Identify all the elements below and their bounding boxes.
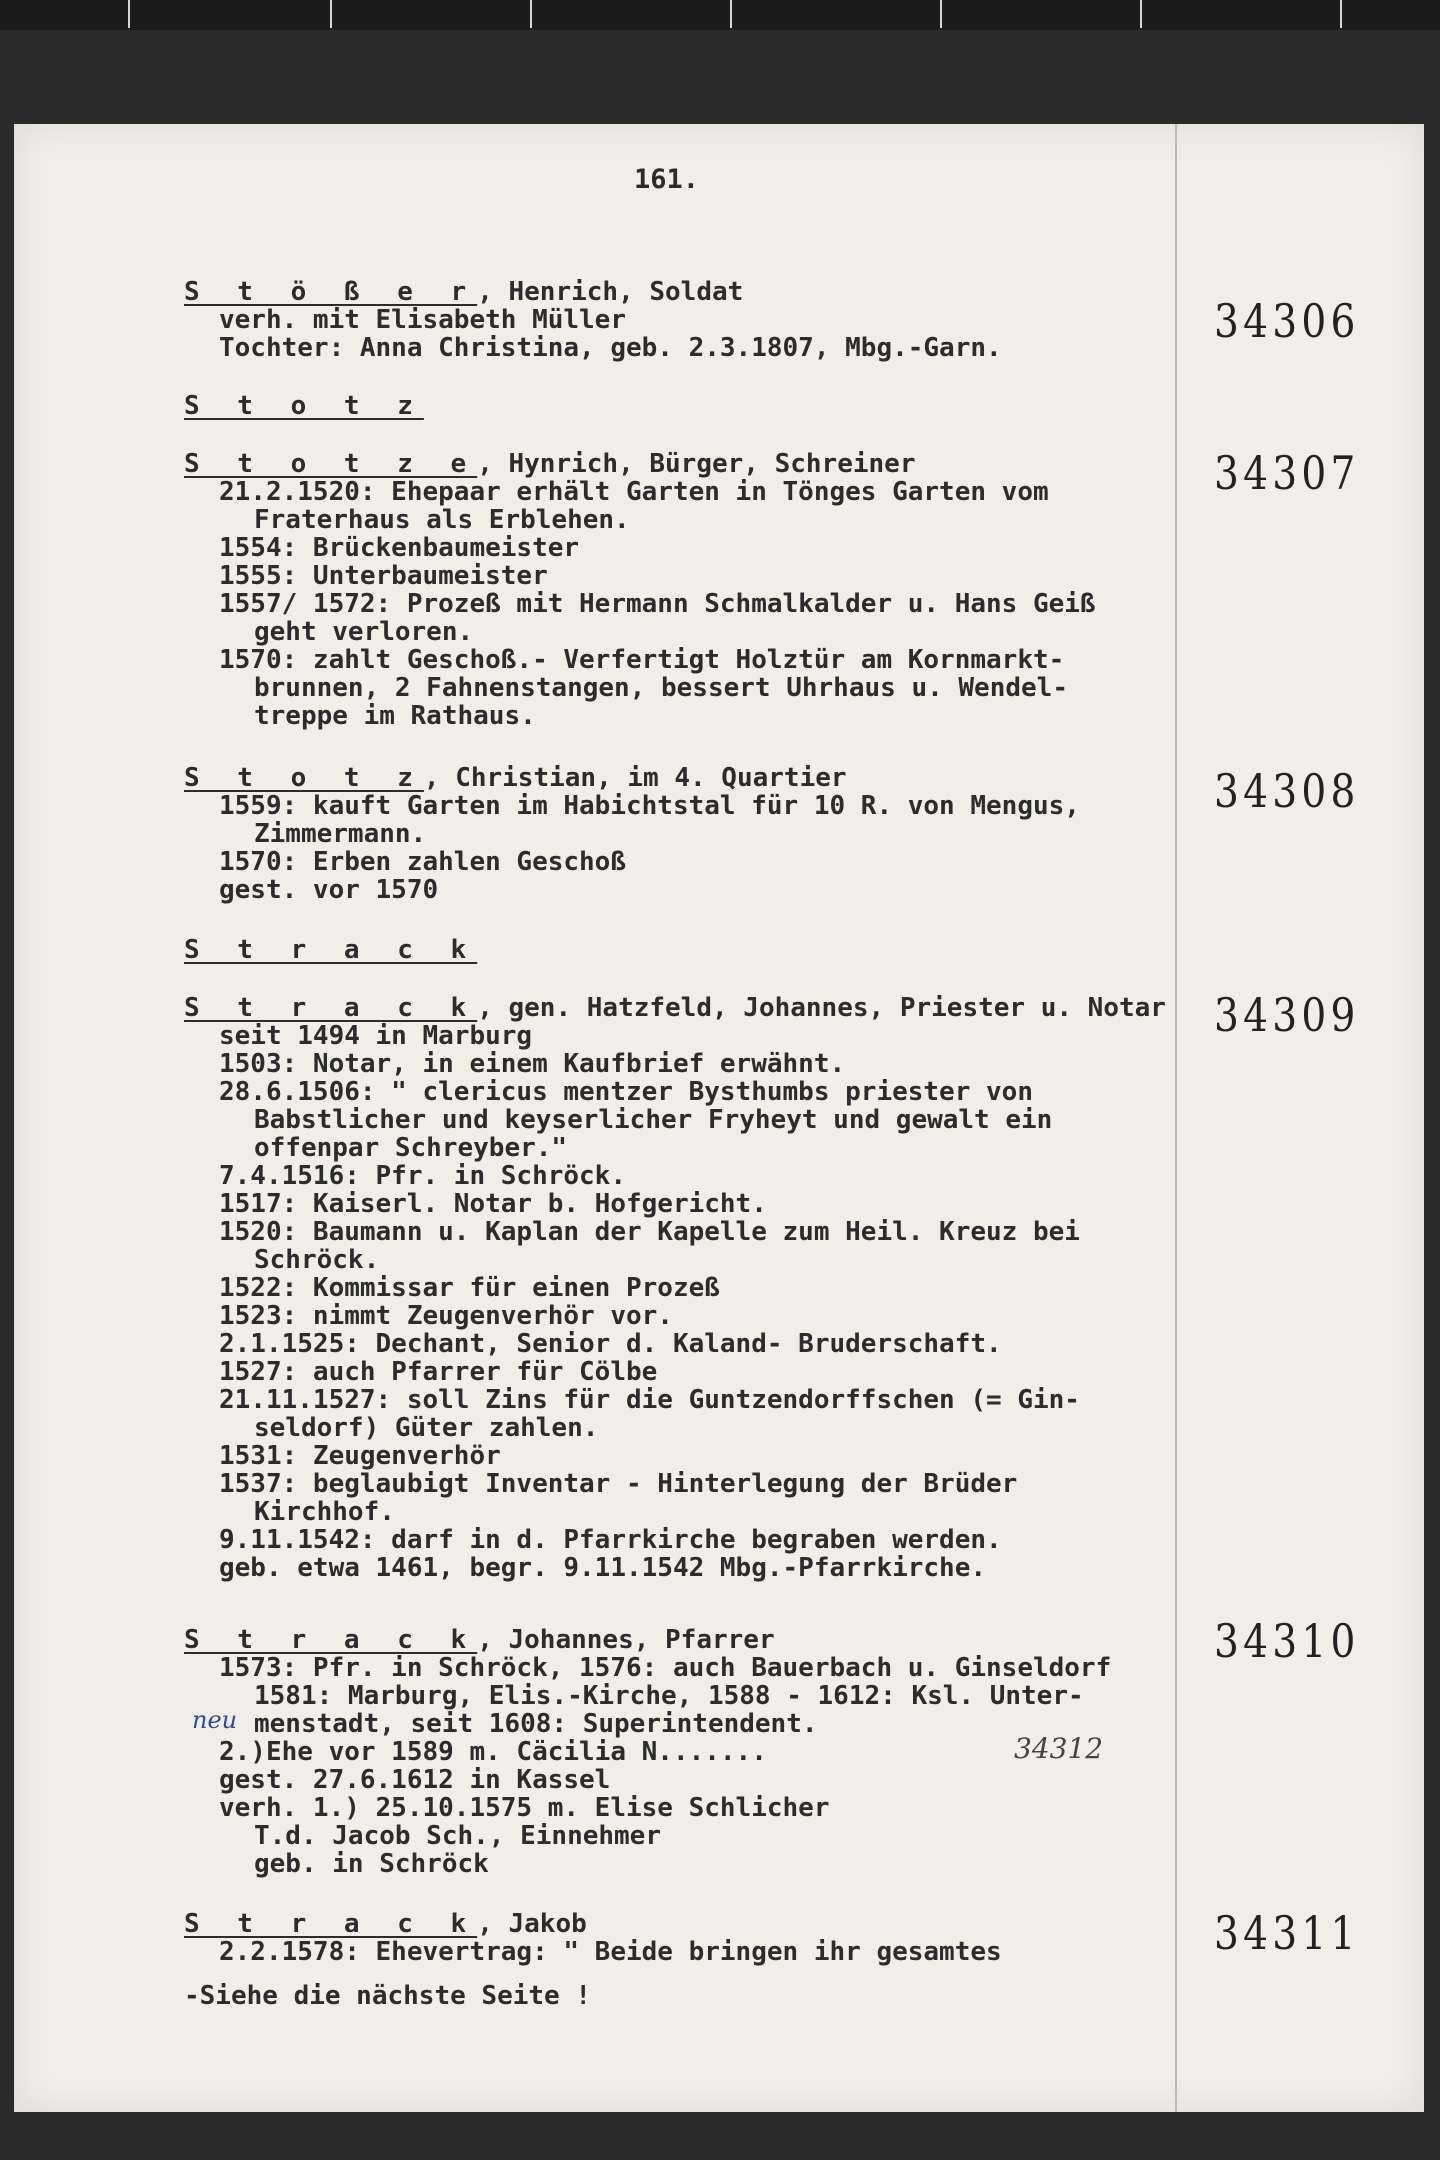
entry-line: geht verloren. [254, 617, 474, 647]
film-strip [0, 0, 1440, 30]
entry-line: offenpar Schreyber." [254, 1133, 568, 1163]
film-tick [940, 0, 942, 28]
entry-head-line: S t r a c k, Johannes, Pfarrer [184, 1625, 775, 1655]
entry-line: 1523: nimmt Zeugenverhör vor. [219, 1301, 673, 1331]
record-number: 34310 [1214, 1614, 1360, 1668]
entry-head-line: S t o t z e, Hynrich, Bürger, Schreiner [184, 449, 916, 479]
entry-head-line: S t ö ß e r, Henrich, Soldat [184, 277, 744, 307]
entry-line: 28.6.1506: " clericus mentzer Bysthumbs priester von [219, 1077, 1033, 1107]
entry-line: menstadt, seit 1608: Superintendent. [254, 1709, 818, 1739]
entry-line: 1503: Notar, in einem Kaufbrief erwähnt. [219, 1049, 846, 1079]
entry-line: seit 1494 in Marburg [219, 1021, 533, 1051]
entry-line: Schröck. [254, 1245, 380, 1275]
handwritten-correction: neu [192, 1706, 238, 1734]
margin-rule [1175, 124, 1177, 2112]
film-tick [330, 0, 332, 28]
entry-line: 1537: beglaubigt Inventar - Hinterlegung der Brüder [219, 1469, 1018, 1499]
entry-line: 9.11.1542: darf in d. Pfarrkirche begraben werden. [219, 1525, 1002, 1555]
entry-line: Zimmermann. [254, 819, 427, 849]
entry-line: verh. mit Elisabeth Müller [219, 305, 626, 335]
entry-line: 21.11.1527: soll Zins für die Guntzendorffschen (= Gin- [219, 1385, 1080, 1415]
entry-line: 21.2.1520: Ehepaar erhält Garten in Tönges Garten vom [219, 477, 1049, 507]
entry-line: Tochter: Anna Christina, geb. 2.3.1807, Mbg.-Garn. [219, 333, 1002, 363]
record-number: 34311 [1214, 1906, 1360, 1960]
entry-line: 1570: zahlt Geschoß.- Verfertigt Holztür am Kornmarkt- [219, 645, 1065, 675]
entry-line: 2.)Ehe vor 1589 m. Cäcilia N....... [219, 1737, 767, 1767]
entry-line: gest. 27.6.1612 in Kassel [219, 1765, 611, 1795]
record-number: 34307 [1214, 446, 1360, 500]
entry-line: gest. vor 1570 [219, 875, 439, 905]
typewritten-card-page [14, 124, 1424, 2112]
record-number: 34308 [1214, 764, 1360, 818]
continuation-note: -Siehe die nächste Seite ! [184, 1981, 591, 2011]
entry-line: 1573: Pfr. in Schröck, 1576: auch Bauerbach u. Ginseldorf [219, 1653, 1112, 1683]
entry-line: 1531: Zeugenverhör [219, 1441, 501, 1471]
entry-line: Fraterhaus als Erblehen. [254, 505, 630, 535]
entry-line: T.d. Jacob Sch., Einnehmer [254, 1821, 661, 1851]
entry-line: 1517: Kaiserl. Notar b. Hofgericht. [219, 1189, 767, 1219]
film-tick [530, 0, 532, 28]
film-tick [1140, 0, 1142, 28]
entry-line: brunnen, 2 Fahnenstangen, bessert Uhrhaus u. Wendel- [254, 673, 1068, 703]
entry-line: seldorf) Güter zahlen. [254, 1413, 599, 1443]
entry-line: geb. in Schröck [254, 1849, 489, 1879]
entry-line: 1570: Erben zahlen Geschoß [219, 847, 626, 877]
pencil-note: 34312 [1014, 1732, 1104, 1765]
entry-line: 1555: Unterbaumeister [219, 561, 548, 591]
entry-head-line: S t o t z, Christian, im 4. Quartier [184, 763, 847, 793]
entry-line: Kirchhof. [254, 1497, 395, 1527]
film-tick [730, 0, 732, 28]
surname-heading: S t o t z [184, 391, 424, 421]
entry-line: 1554: Brückenbaumeister [219, 533, 580, 563]
entry-head-line: S t r a c k, gen. Hatzfeld, Johannes, Priester u. Notar [184, 993, 1166, 1023]
record-number: 34306 [1214, 294, 1360, 348]
entry-line: treppe im Rathaus. [254, 701, 536, 731]
entry-line: 7.4.1516: Pfr. in Schröck. [219, 1161, 626, 1191]
entry-line: 2.1.1525: Dechant, Senior d. Kaland- Bruderschaft. [219, 1329, 1002, 1359]
film-tick [1340, 0, 1342, 28]
entry-head-line: S t r a c k, Jakob [184, 1909, 587, 1939]
page-number: 161. [634, 164, 700, 195]
entry-line: 1520: Baumann u. Kaplan der Kapelle zum Heil. Kreuz bei [219, 1217, 1080, 1247]
entry-line: 1522: Kommissar für einen Prozeß [219, 1273, 720, 1303]
entry-line: geb. etwa 1461, begr. 9.11.1542 Mbg.-Pfarrkirche. [219, 1553, 987, 1583]
record-number: 34309 [1214, 988, 1360, 1042]
entry-line: 1557/ 1572: Prozeß mit Hermann Schmalkalder u. Hans Geiß [219, 589, 1096, 619]
entry-line: 1559: kauft Garten im Habichtstal für 10 R. von Mengus, [219, 791, 1080, 821]
entry-line: 1581: Marburg, Elis.-Kirche, 1588 - 1612: Ksl. Unter- [254, 1681, 1084, 1711]
surname-heading: S t r a c k [184, 935, 478, 965]
film-tick [128, 0, 130, 28]
entry-line: Babstlicher und keyserlicher Fryheyt und gewalt ein [254, 1105, 1053, 1135]
entry-line: 2.2.1578: Ehevertrag: " Beide bringen ihr gesamtes [219, 1937, 1002, 1967]
entry-line: 1527: auch Pfarrer für Cölbe [219, 1357, 658, 1387]
entry-line: verh. 1.) 25.10.1575 m. Elise Schlicher [219, 1793, 830, 1823]
